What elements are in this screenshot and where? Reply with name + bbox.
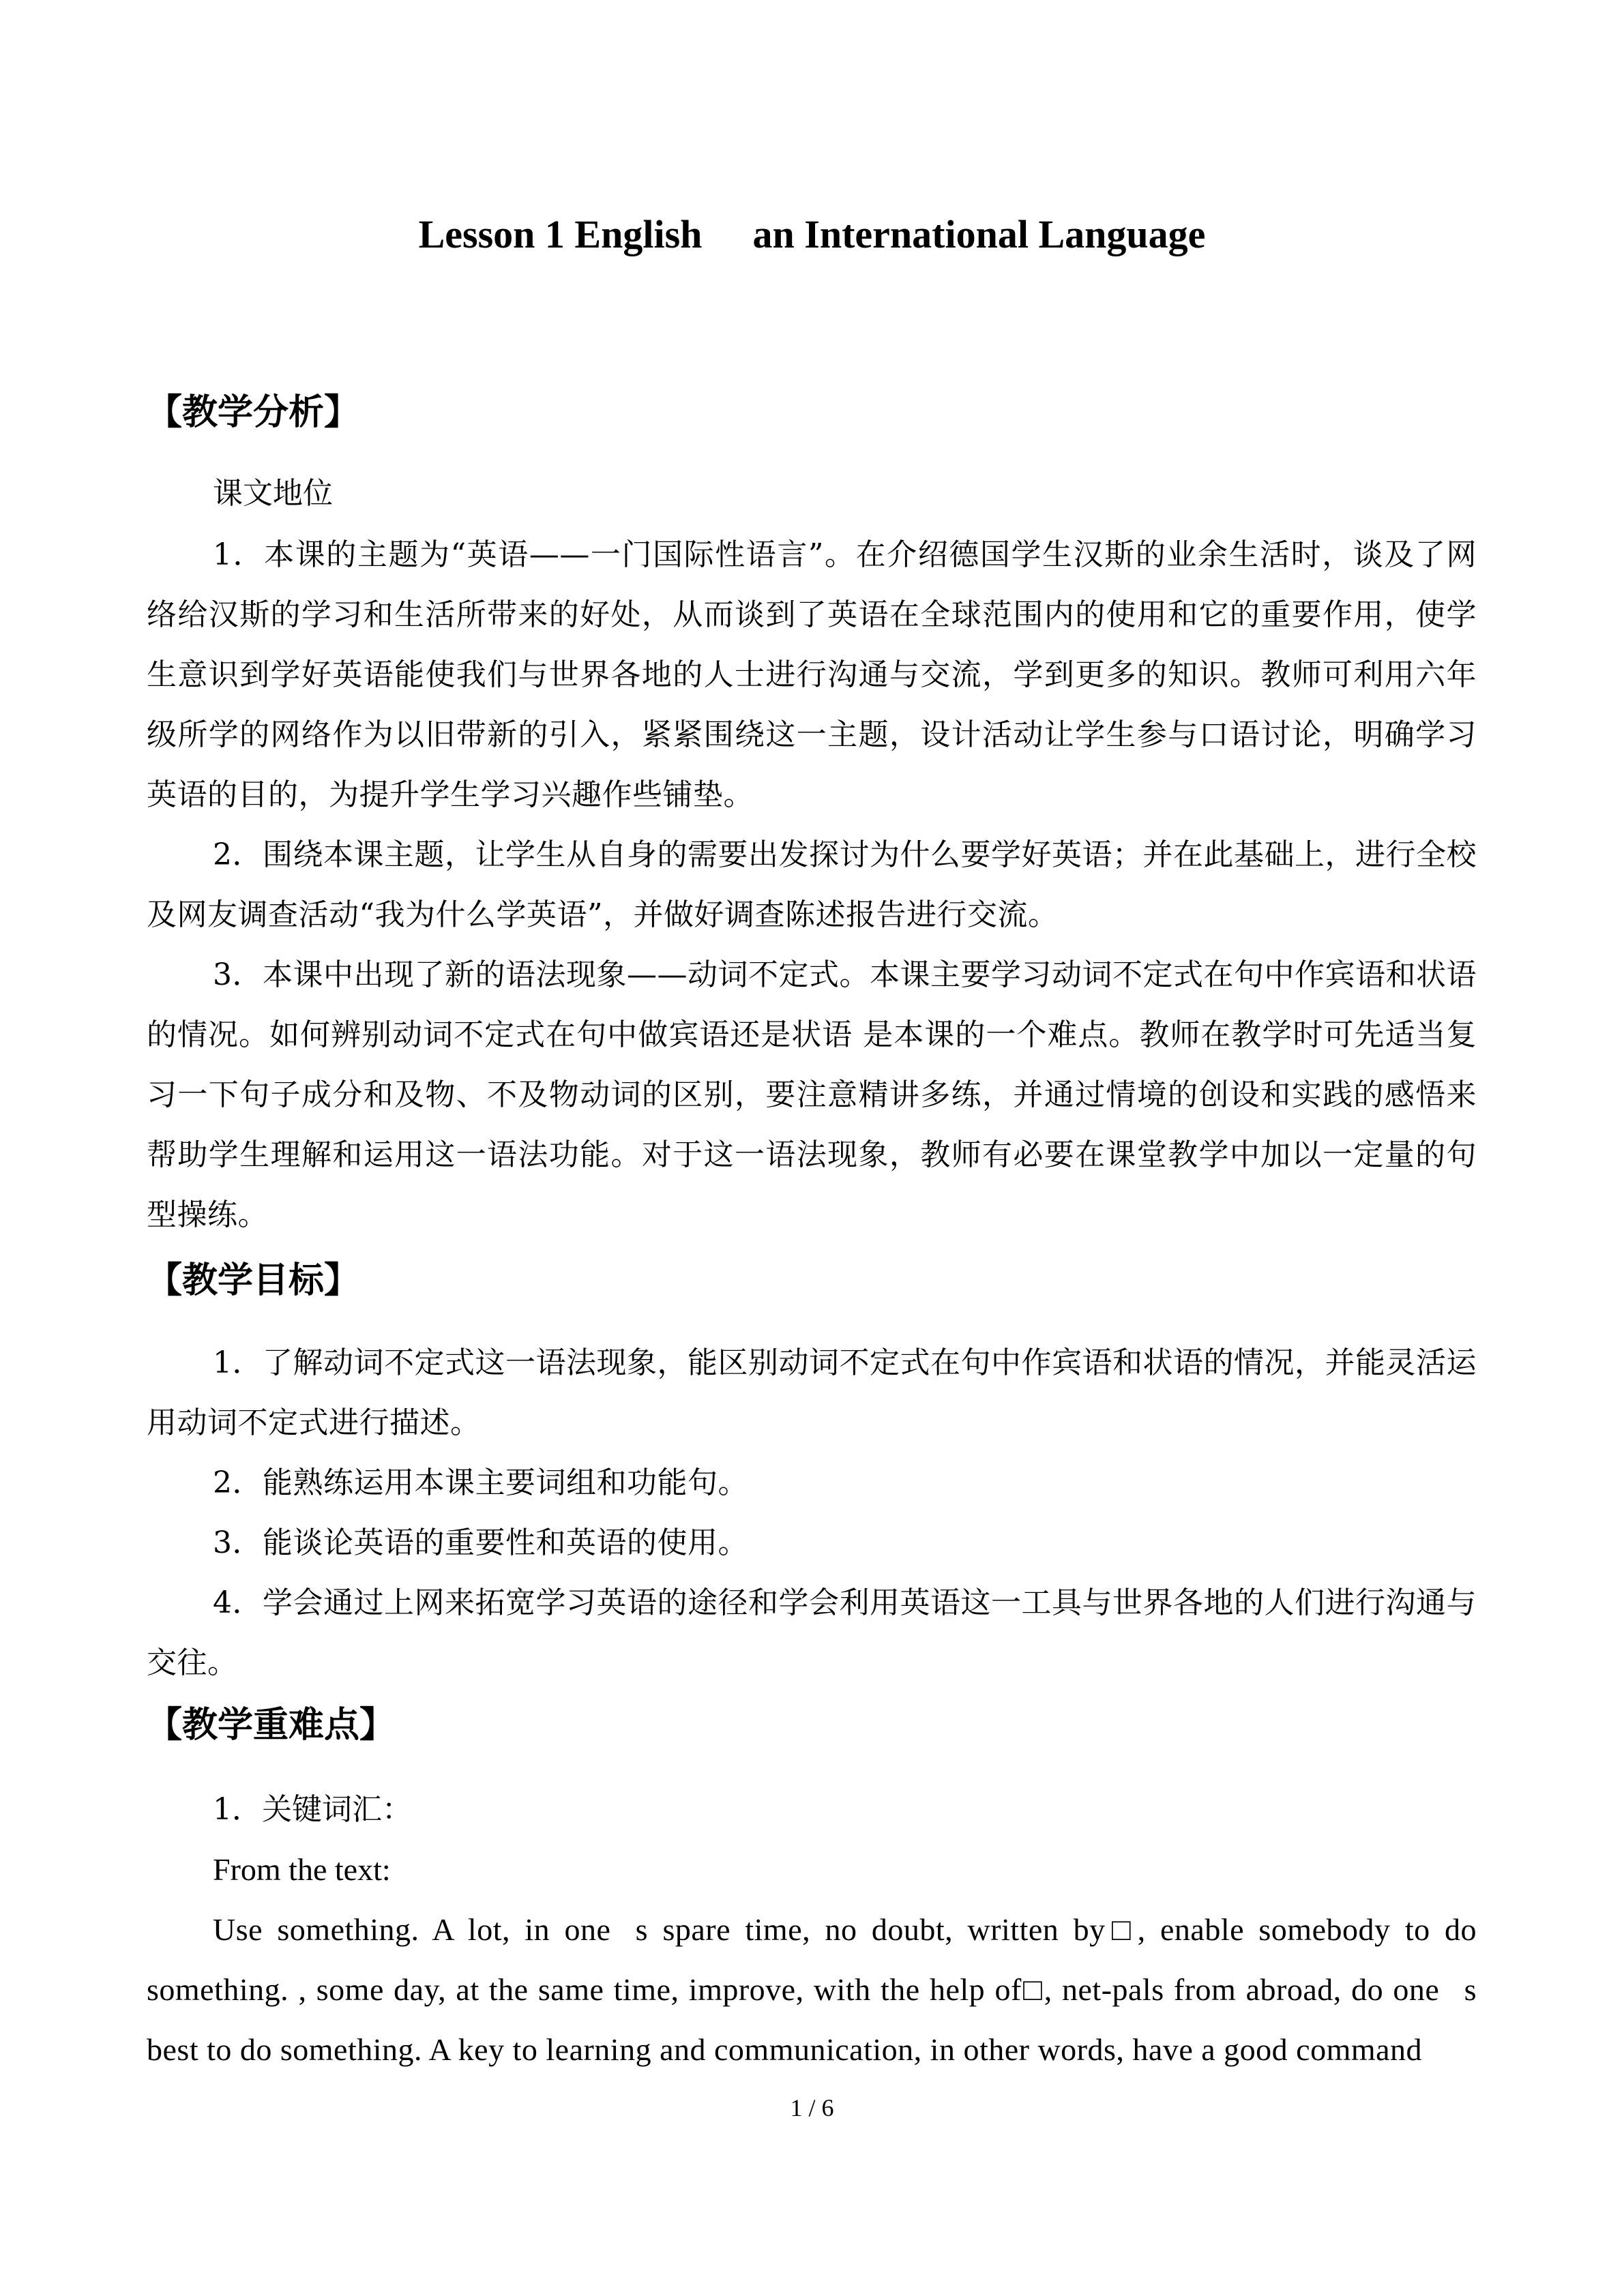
heading-goals: 【教学目标】 [147, 1259, 360, 1301]
analysis-subtitle: 课文地位 [213, 476, 333, 511]
analysis-paragraph-2: 2．围绕本课主题，让学生从自身的需要出发探讨为什么要学好英语；并在此基础上，进行全校及网友调查活动“我为什么学英语”，并做好调查陈述报告进行交流。 [147, 837, 1477, 932]
heading-keypoints: 【教学重难点】 [147, 1704, 396, 1746]
goal-2: 2．能熟练运用本课主要词组和功能句。 [213, 1465, 748, 1500]
keypoint-vocabulary-label: 1．关键词汇： [213, 1792, 412, 1827]
page-number: 1 / 6 [790, 2094, 834, 2121]
analysis-paragraph-3: 3．本课中出现了新的语法现象——动词不定式。本课主要学习动词不定式在句中作宾语和状语的情况。如何辨别动词不定式在句中做宾语还是状语 是本课的一个难点。教师在教学时可先适当复习一下句子成分和及物、不及物动词的区别，要注意精讲多练，并通过情境的创设和实践的感悟来帮助学生理解和运用这一语法功能。对于这一语法现象，教师有必要在课堂教学中加以一定量的句型操练。 [147, 957, 1477, 1232]
goal-3: 3．能谈论英语的重要性和英语的使用。 [213, 1525, 748, 1560]
analysis-paragraph-1: 1．本课的主题为“英语——一门国际性语言”。在介绍德国学生汉斯的业余生活时，谈及了网络给汉斯的学习和生活所带来的好处，从而谈到了英语在全球范围内的使用和它的重要作用，使学生意识到学好英语能使我们与世界各地的人士进行沟通与交流，学到更多的知识。教师可利用六年级所学的网络作为以旧带新的引入，紧紧围绕这一主题，设计活动让学生参与口语讨论，明确学习英语的目的，为提升学生学习兴趣作些铺垫。 [147, 537, 1477, 812]
goal-1: 1．了解动词不定式这一语法现象，能区别动词不定式在句中作宾语和状语的情况，并能灵活运用动词不定式进行描述。 [147, 1345, 1477, 1440]
heading-analysis: 【教学分析】 [147, 391, 360, 433]
vocabulary-paragraph: Use something. A lot, in one s spare time, no doubt, written by□, enable somebody to do something. , some day, at the same time, improve, with the help of□, net-pals from abroad, do one s best to do something. A key to learning and communication, in other words, have a good command [147, 1912, 1477, 2067]
document-title: Lesson 1 English   an International Language [418, 212, 1206, 256]
from-the-text-label: From the text: [213, 1852, 391, 1887]
goal-4: 4．学会通过上网来拓宽学习英语的途径和学会利用英语这一工具与世界各地的人们进行沟通与交往。 [147, 1585, 1477, 1680]
